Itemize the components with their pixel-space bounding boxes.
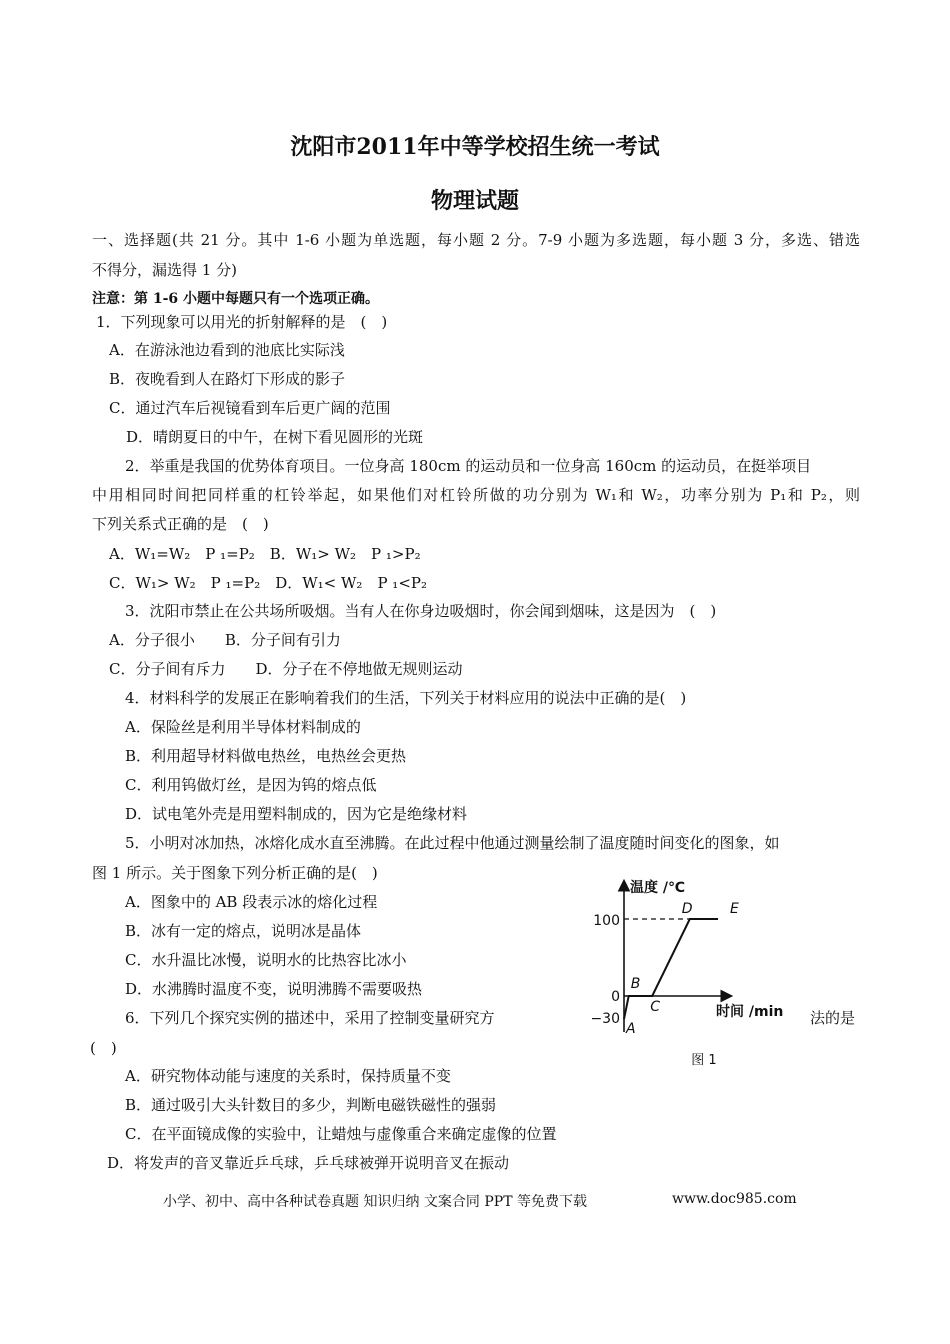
q1-option-b: B．夜晚看到人在路灯下形成的影子 <box>109 370 346 388</box>
q4-option-d: D．试电笔外壳是用塑料制成的，因为它是绝缘材料 <box>125 805 468 823</box>
q1-option-c: C．通过汽车后视镜看到车后更广阔的范围 <box>109 399 391 417</box>
q4-stem: 4．材料科学的发展正在影响着我们的生活，下列关于材料应用的说法中正确的是( ) <box>125 689 687 707</box>
q6-stem-right: 法的是 <box>810 1009 856 1027</box>
q5-option-d: D．水沸腾时温度不变，说明沸腾不需要吸热 <box>125 980 423 998</box>
q6-stem-line2: ( ) <box>90 1039 117 1057</box>
q2-stem-line2: 中用相同时间把同样重的杠铃举起，如果他们对杠铃所做的功分别为 W₁和 W₂，功率分别为 P₁和 P₂，则 <box>92 486 860 504</box>
q4-option-a: A．保险丝是利用半导体材料制成的 <box>125 718 361 736</box>
point-label-e: E <box>730 901 739 917</box>
footer-text: 小学、初中、高中各种试卷真题 知识归纳 文案合同 PPT 等免费下载 <box>163 1194 587 1210</box>
q3-options-cd: C．分子间有斥力 D．分子在不停地做无规则运动 <box>109 660 463 678</box>
section-note: 注意：第 1-6 小题中每题只有一个选项正确。 <box>92 291 380 307</box>
tick-label-0: 0 <box>611 989 620 1005</box>
q4-option-b: B．利用超导材料做电热丝，电热丝会更热 <box>125 747 407 765</box>
q2-options-cd: C．W₁> W₂ P ₁=P₂ D．W₁< W₂ P ₁<P₂ <box>109 574 427 592</box>
y-axis-label: 温度 /℃ <box>630 880 685 896</box>
point-label-a: A <box>626 1021 636 1038</box>
q1-option-a: A．在游泳池边看到的池底比实际浅 <box>109 341 345 359</box>
point-label-d: D <box>681 901 693 917</box>
q6-stem-left: 6．下列几个探究实例的描述中，采用了控制变量研究方 <box>125 1009 495 1027</box>
footer-url[interactable]: www.doc985.com <box>672 1191 797 1207</box>
q2-stem-line1: 2．举重是我国的优势体育项目。一位身高 180cm 的运动员和一位身高 160cm 的运动员，在挺举项目 <box>125 457 812 475</box>
point-label-b: B <box>630 976 641 992</box>
q6-option-a: A．研究物体动能与速度的关系时，保持质量不变 <box>125 1067 451 1085</box>
page-subtitle: 物理试题 <box>430 188 519 214</box>
x-axis-label: 时间 /min <box>716 1004 784 1020</box>
q5-option-b: B．冰有一定的熔点，说明冰是晶体 <box>125 922 362 940</box>
q4-option-c: C．利用钨做灯丝，是因为钨的熔点低 <box>125 776 377 794</box>
q1-stem: 1．下列现象可以用光的折射解释的是 ( ) <box>96 313 388 331</box>
q6-option-d: D．将发声的音叉靠近乒乓球，乒乓球被弹开说明音叉在振动 <box>107 1154 510 1172</box>
section-heading-line2: 不得分，漏选得 1 分) <box>92 261 237 279</box>
tick-label-neg30: −30 <box>590 1011 620 1027</box>
figure-1-chart <box>590 870 800 1070</box>
q1-option-d: D．晴朗夏日的中午，在树下看见圆形的光斑 <box>126 428 424 446</box>
q6-option-c: C．在平面镜成像的实验中，让蜡烛与虚像重合来确定虚像的位置 <box>125 1125 557 1143</box>
q5-stem-line2: 图 1 所示。关于图象下列分析正确的是( ) <box>92 864 378 882</box>
temperature-series-line <box>624 919 718 1019</box>
point-label-c: C <box>650 999 660 1015</box>
tick-label-100: 100 <box>593 913 620 929</box>
page-title: 沈阳市2011年中等学校招生统一考试 <box>290 134 660 160</box>
q2-options-ab: A．W₁=W₂ P ₁=P₂ B．W₁> W₂ P ₁>P₂ <box>109 545 421 563</box>
section-heading-line1: 一、选择题(共 21 分。其中 1-6 小题为单选题，每小题 2 分。7-9 小题为多选题，每小题 3 分，多选、错选 <box>92 231 860 249</box>
q6-option-b: B．通过吸引大头针数目的多少，判断电磁铁磁性的强弱 <box>125 1096 497 1114</box>
q3-options-ab: A．分子很小 B．分子间有引力 <box>109 631 341 649</box>
q5-option-a: A．图象中的 AB 段表示冰的熔化过程 <box>125 893 378 911</box>
figure-caption: 图 1 <box>691 1053 717 1068</box>
q5-option-c: C．水升温比冰慢，说明水的比热容比冰小 <box>125 951 407 969</box>
q2-stem-line3: 下列关系式正确的是 ( ) <box>92 515 269 533</box>
q5-stem-line1: 5．小明对冰加热，冰熔化成水直至沸腾。在此过程中他通过测量绘制了温度随时间变化的图象，如 <box>125 834 780 852</box>
q3-stem: 3．沈阳市禁止在公共场所吸烟。当有人在你身边吸烟时，你会闻到烟味，这是因为 ( ) <box>125 602 717 620</box>
